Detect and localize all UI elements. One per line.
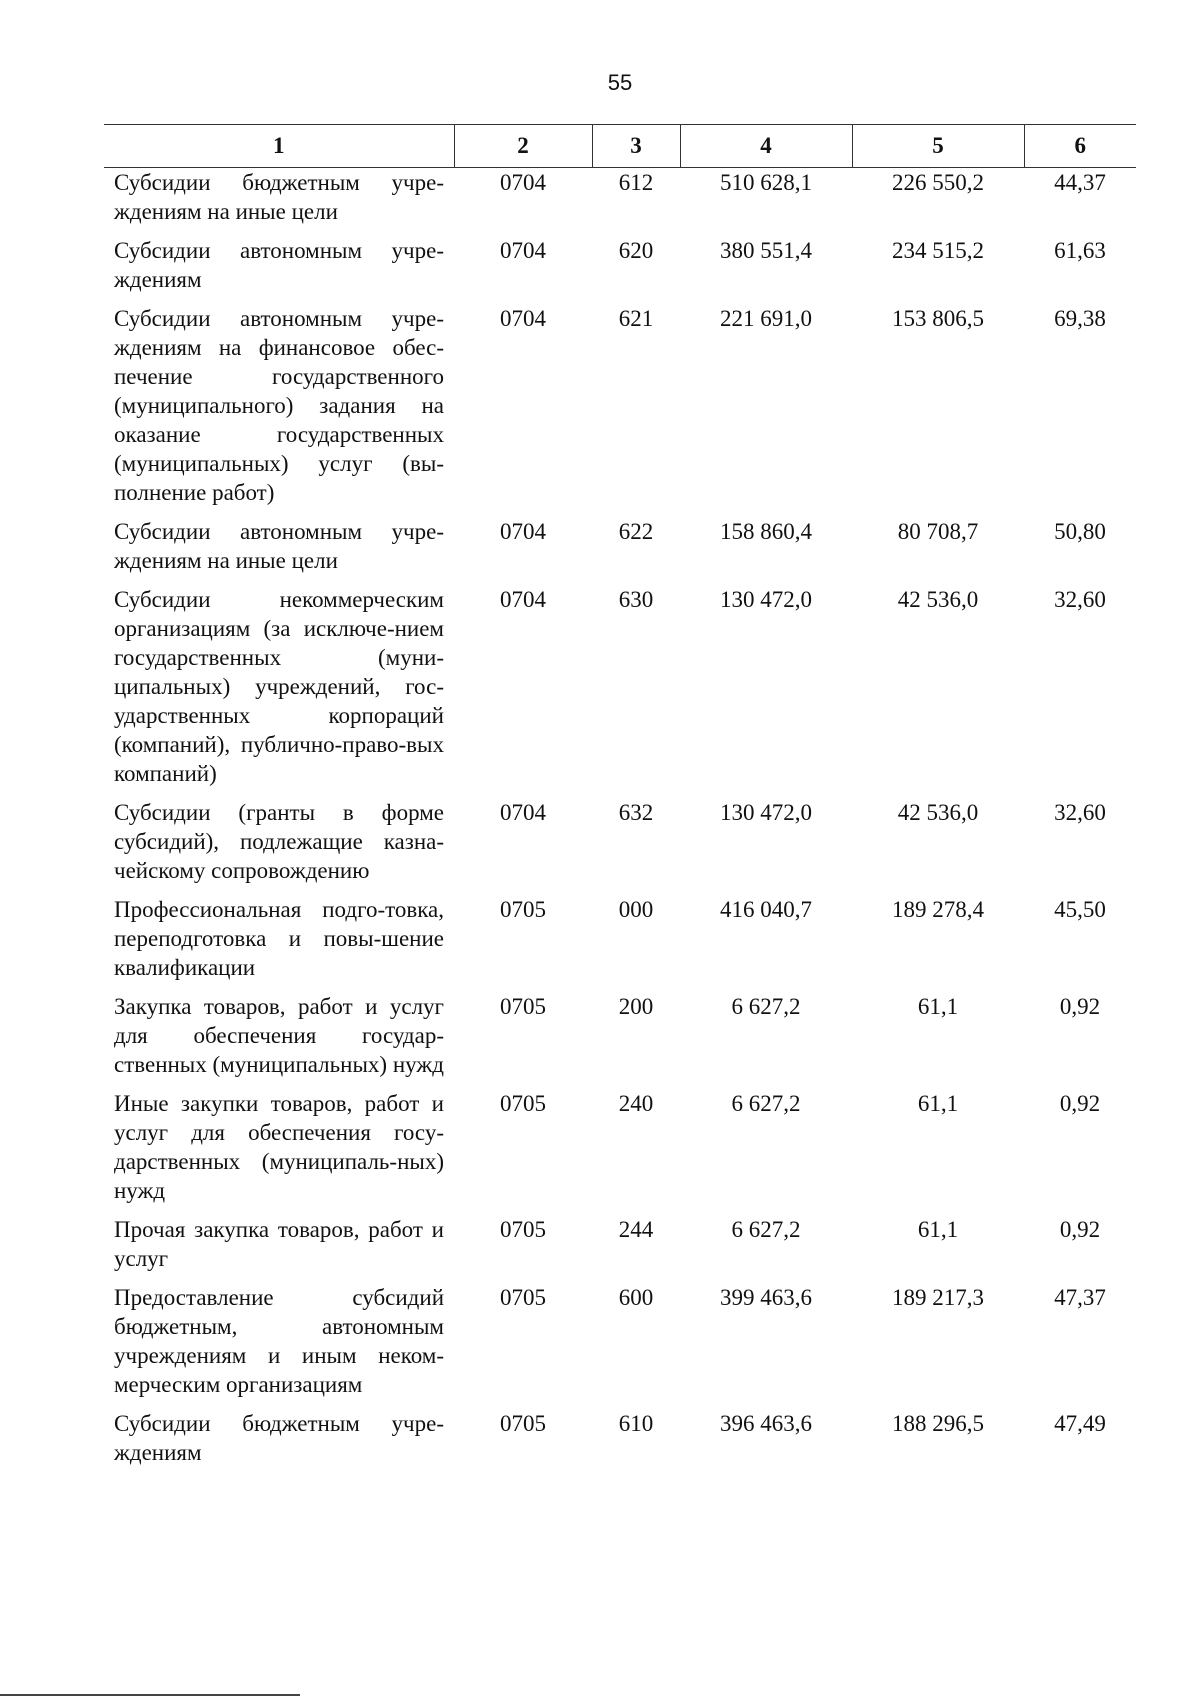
percent-value: 32,60 [1054, 587, 1106, 612]
expense-type-code: 620 [618, 238, 654, 263]
actual-value: 234 515,2 [892, 238, 984, 263]
expense-type-code: 600 [618, 1285, 654, 1310]
actual-value: 153 806,5 [892, 306, 984, 331]
row-name: Субсидии (гранты в форме субсидий), подлежащие казна-чейскому сопровождению [114, 800, 444, 883]
table-row [104, 168, 1136, 237]
section-code: 0704 [500, 587, 546, 612]
section-code: 0705 [500, 897, 546, 922]
row-name: Субсидии автономным учре-ждениям на финансовое обес-печение государственного (муниципального) задания на оказание государственных (муниципальных) услуг (вы-полнение работ) [114, 306, 444, 505]
expense-type-code: 612 [618, 170, 654, 195]
table-header-row [104, 125, 1136, 168]
percent-value: 47,37 [1054, 1285, 1106, 1310]
table-row [104, 585, 1136, 798]
table-body [104, 168, 1136, 1478]
percent-value: 44,37 [1054, 170, 1106, 195]
row-name: Субсидии некоммерческим организациям (за исключе-нием государственных (муни-ципальных) учреждений, гос-ударственных корпораций (компаний), публично-право-вых компаний) [114, 587, 444, 786]
row-name: Субсидии бюджетным учре-ждениям на иные цели [114, 170, 444, 224]
plan-value: 158 860,4 [720, 519, 812, 544]
row-name: Закупка товаров, работ и услуг для обеспечения государ-ственных (муниципальных) нужд [114, 994, 444, 1077]
actual-value: 42 536,0 [897, 800, 979, 825]
section-code: 0705 [500, 1285, 546, 1310]
column-header-6: 6 [1024, 125, 1136, 168]
expense-type-code: 244 [618, 1217, 654, 1242]
plan-value: 130 472,0 [720, 800, 812, 825]
plan-value: 221 691,0 [720, 306, 812, 331]
table-row [104, 1215, 1136, 1283]
table-row [104, 895, 1136, 992]
table-row [104, 304, 1136, 517]
percent-value: 0,92 [1059, 1091, 1101, 1116]
expense-type-code: 630 [618, 587, 654, 612]
plan-value: 396 463,6 [720, 1411, 812, 1436]
table-row [104, 798, 1136, 895]
section-code: 0705 [500, 994, 546, 1019]
actual-value: 188 296,5 [892, 1411, 984, 1436]
row-name: Прочая закупка товаров, работ и услуг [114, 1217, 444, 1271]
section-code: 0704 [500, 238, 546, 263]
plan-value: 6 627,2 [731, 1217, 801, 1242]
table-row [104, 992, 1136, 1089]
section-code: 0705 [500, 1411, 546, 1436]
actual-value: 189 217,3 [892, 1285, 984, 1310]
bottom-rule [0, 1694, 300, 1696]
section-code: 0705 [500, 1217, 546, 1242]
plan-value: 380 551,4 [720, 238, 812, 263]
plan-value: 130 472,0 [720, 587, 812, 612]
row-name: Профессиональная подго-товка, переподготовка и повы-шение квалификации [114, 897, 444, 980]
actual-value: 61,1 [917, 994, 959, 1019]
row-name: Субсидии бюджетным учре-ждениям [114, 1411, 444, 1465]
page-number: 55 [607, 70, 633, 95]
column-header-4: 4 [680, 125, 852, 168]
table-row [104, 236, 1136, 304]
column-header-5: 5 [852, 125, 1024, 168]
plan-value: 6 627,2 [731, 1091, 801, 1116]
row-name: Субсидии автономным учре-ждениям на иные цели [114, 519, 444, 573]
percent-value: 32,60 [1054, 800, 1106, 825]
expense-type-code: 632 [618, 800, 654, 825]
actual-value: 189 278,4 [892, 897, 984, 922]
expense-type-code: 240 [618, 1091, 654, 1116]
table-row [104, 1409, 1136, 1477]
plan-value: 510 628,1 [720, 170, 812, 195]
percent-value: 45,50 [1054, 897, 1106, 922]
percent-value: 0,92 [1059, 1217, 1101, 1242]
plan-value: 399 463,6 [720, 1285, 812, 1310]
expense-type-code: 622 [618, 519, 654, 544]
row-name: Предоставление субсидий бюджетным, автономным учреждениям и иным неком-мерческим организациям [114, 1285, 444, 1397]
actual-value: 226 550,2 [892, 170, 984, 195]
section-code: 0704 [500, 519, 546, 544]
percent-value: 61,63 [1054, 238, 1106, 263]
column-header-1: 1 [104, 125, 454, 168]
actual-value: 61,1 [917, 1217, 959, 1242]
expense-type-code: 000 [618, 897, 654, 922]
row-name: Иные закупки товаров, работ и услуг для обеспечения госу-дарственных (муниципаль-ных) нужд [114, 1091, 444, 1203]
column-header-3: 3 [592, 125, 680, 168]
row-name: Субсидии автономным учре-ждениям [114, 238, 444, 292]
plan-value: 416 040,7 [720, 897, 812, 922]
percent-value: 47,49 [1054, 1411, 1106, 1436]
percent-value: 50,80 [1054, 519, 1106, 544]
section-code: 0704 [500, 800, 546, 825]
plan-value: 6 627,2 [731, 994, 801, 1019]
actual-value: 42 536,0 [897, 587, 979, 612]
table-row [104, 1089, 1136, 1215]
expense-type-code: 621 [618, 306, 654, 331]
section-code: 0704 [500, 306, 546, 331]
actual-value: 80 708,7 [897, 519, 979, 544]
column-header-2: 2 [454, 125, 592, 168]
table-row [104, 517, 1136, 585]
section-code: 0704 [500, 170, 546, 195]
budget-table [104, 124, 1136, 1477]
actual-value: 61,1 [917, 1091, 959, 1116]
section-code: 0705 [500, 1091, 546, 1116]
table-row [104, 1283, 1136, 1409]
percent-value: 69,38 [1054, 306, 1106, 331]
expense-type-code: 200 [618, 994, 654, 1019]
expense-type-code: 610 [618, 1411, 654, 1436]
percent-value: 0,92 [1059, 994, 1101, 1019]
